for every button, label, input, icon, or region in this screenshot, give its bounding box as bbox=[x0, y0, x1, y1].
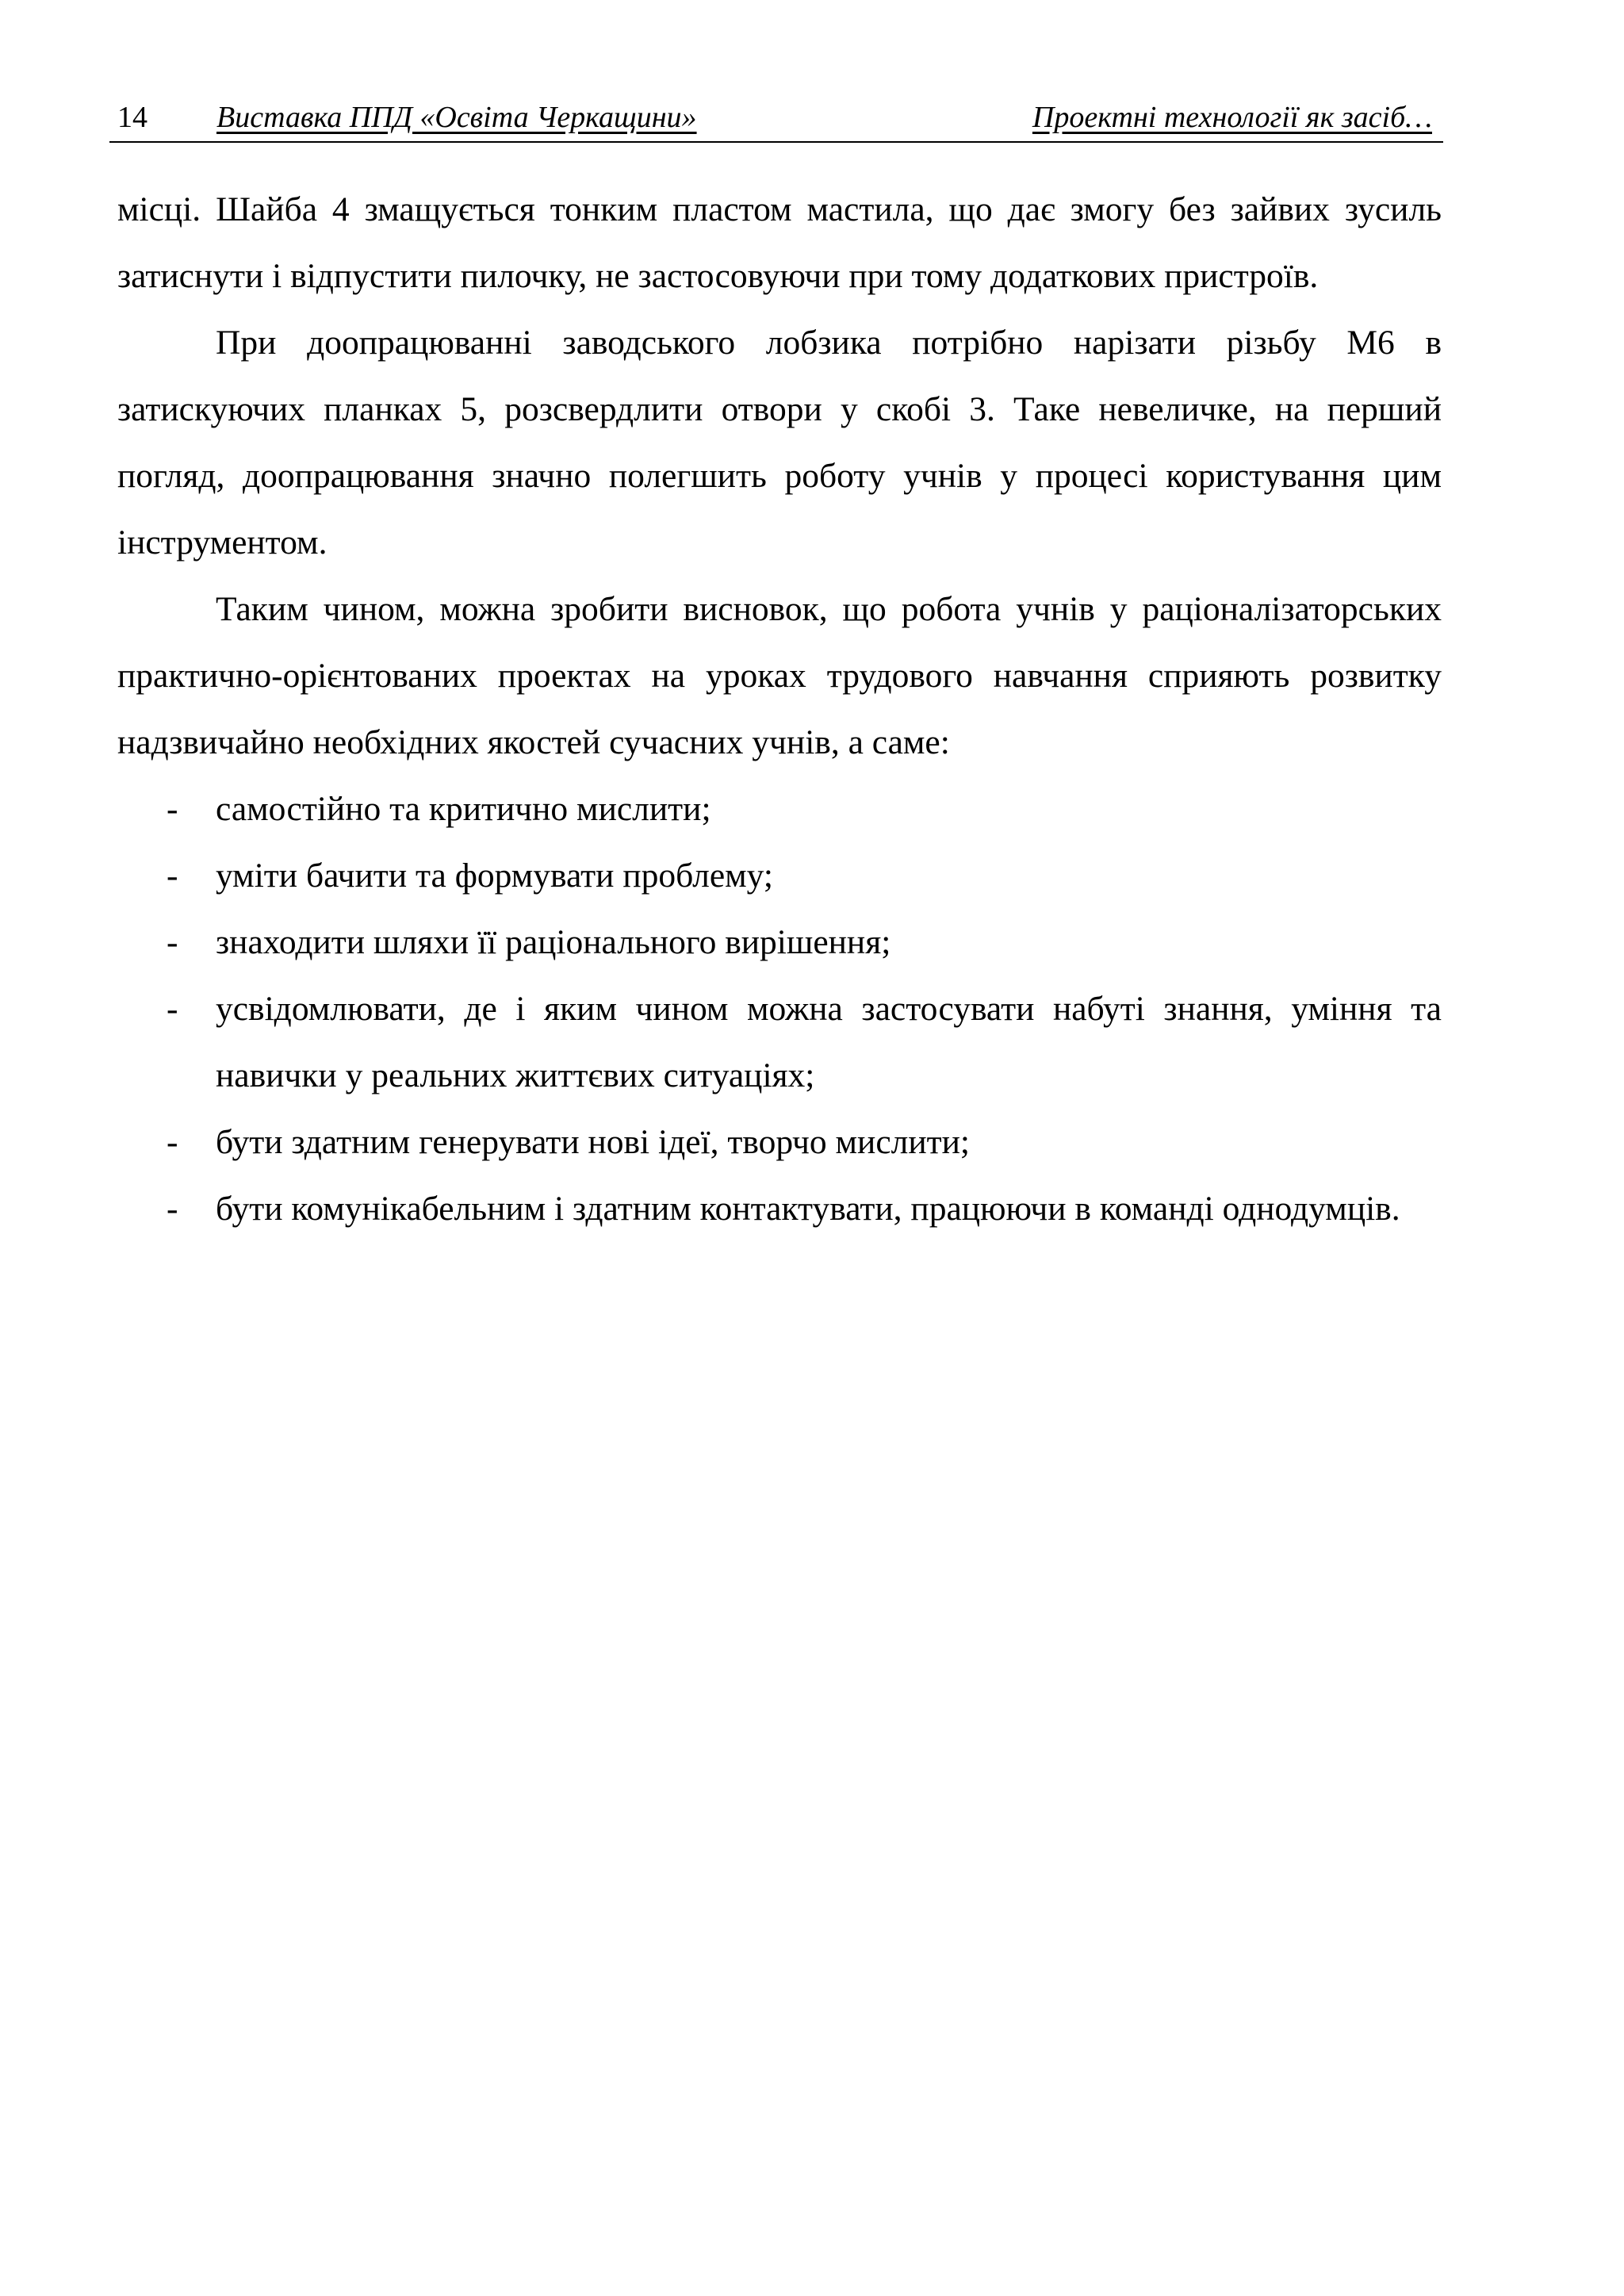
bullet-dash: - bbox=[167, 1123, 178, 1161]
list-item bbox=[117, 976, 1442, 1109]
list-item bbox=[117, 1175, 1442, 1242]
paragraph: Таким чином, можна зробити висновок, що робота учнів у раціоналізаторських практично-орієнтованих проектах на уроках трудового навчання сприяють розвитку надзвичайно необхідних якостей сучасних учнів, а саме: bbox=[117, 590, 1442, 761]
running-header bbox=[109, 94, 1443, 143]
paragraph: При доопрацюванні заводського лобзика потрібно нарізати різьбу М6 в затискуючих планках 5, розсвердлити отвори у скобі 3. Таке невеличке, на перший погляд, доопрацювання значно полегшить роботу учнів у процесі користування цим інструментом. bbox=[117, 324, 1442, 562]
list-item-text: бути комунікабельним і здатним контактувати, працюючи в команді однодумців. bbox=[216, 1190, 1400, 1228]
list-item-text: самостійно та критично мислити; bbox=[216, 790, 711, 828]
header-right-title: Проектні технології як засіб… bbox=[1032, 101, 1432, 134]
page-number: 14 bbox=[117, 101, 147, 134]
list-item bbox=[117, 1109, 1442, 1175]
bullet-dash: - bbox=[167, 923, 178, 961]
bullet-dash: - bbox=[167, 990, 178, 1028]
bullet-dash: - bbox=[167, 790, 178, 828]
list-item bbox=[117, 842, 1442, 909]
list-item-text: знаходити шляхи її раціонального вирішення; bbox=[216, 923, 891, 961]
bullet-dash: - bbox=[167, 857, 178, 895]
body-text bbox=[117, 176, 1442, 1242]
list-item-text: усвідомлювати, де і яким чином можна застосувати набуті знання, уміння та навички у реальних життєвих ситуаціях; bbox=[216, 990, 1442, 1094]
list-item-text: бути здатним генерувати нові ідеї, творчо мислити; bbox=[216, 1123, 971, 1161]
list-item bbox=[117, 776, 1442, 842]
list-item bbox=[117, 909, 1442, 976]
header-left-title: Виставка ППД «Освіта Черкащини» bbox=[216, 101, 697, 134]
paragraph-continuation: місці. Шайба 4 змащується тонким пластом мастила, що дає змогу без зайвих зусиль затиснути і відпустити пилочку, не застосовуючи при тому додаткових пристроїв. bbox=[117, 190, 1442, 295]
list-item-text: уміти бачити та формувати проблему; bbox=[216, 857, 773, 895]
bullet-dash: - bbox=[167, 1190, 178, 1228]
bullet-list bbox=[117, 776, 1442, 1242]
